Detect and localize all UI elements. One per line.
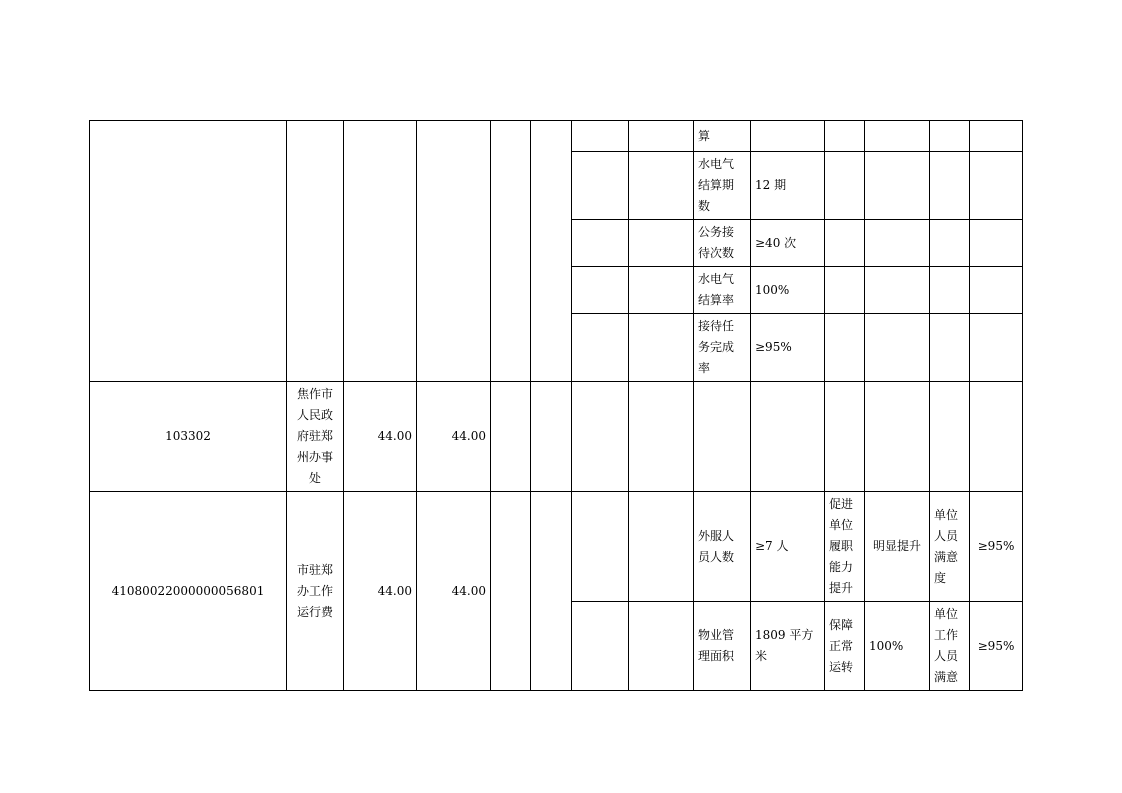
effect-value: 100%	[865, 602, 930, 691]
blank-cell	[970, 267, 1023, 314]
blank-cell	[865, 267, 930, 314]
blank-cell	[629, 382, 694, 492]
satisfaction-value: ≥95%	[970, 602, 1023, 691]
indicator-value: ≥7 人	[751, 492, 825, 602]
blank-cell	[825, 152, 865, 220]
satisfaction-value: ≥95%	[970, 492, 1023, 602]
blank-cell	[825, 267, 865, 314]
unit-name: 焦作市 人民政 府驻郑 州办事 处	[287, 382, 344, 492]
amount-budget: 44.00	[417, 382, 491, 492]
blank-cell	[491, 382, 531, 492]
satisfaction-indicator: 单位 人员 满意 度	[930, 492, 970, 602]
blank-cell	[417, 121, 491, 382]
blank-cell	[629, 152, 694, 220]
indicator-name: 公务接 待次数	[694, 220, 751, 267]
blank-cell	[90, 121, 287, 382]
blank-cell	[629, 492, 694, 602]
blank-cell	[629, 602, 694, 691]
blank-cell	[930, 121, 970, 152]
blank-cell	[930, 220, 970, 267]
indicator-name: 物业管 理面积	[694, 602, 751, 691]
blank-cell	[930, 152, 970, 220]
table-row	[90, 382, 1023, 492]
blank-cell	[629, 267, 694, 314]
amount-budget: 44.00	[417, 492, 491, 691]
blank-cell	[572, 492, 629, 602]
blank-cell	[825, 121, 865, 152]
blank-cell	[629, 220, 694, 267]
blank-cell	[825, 382, 865, 492]
indicator-name: 接待任 务完成 率	[694, 314, 751, 382]
blank-cell	[572, 267, 629, 314]
project-code: 41080022000000056801	[90, 492, 287, 691]
performance-table	[89, 120, 1023, 691]
blank-cell	[287, 121, 344, 382]
amount-total: 44.00	[344, 382, 417, 492]
blank-cell	[572, 220, 629, 267]
blank-cell	[865, 382, 930, 492]
blank-cell	[865, 121, 930, 152]
indicator-value: ≥95%	[751, 314, 825, 382]
blank-cell	[531, 121, 572, 382]
amount-total: 44.00	[344, 492, 417, 691]
satisfaction-indicator: 单位 工作 人员 满意	[930, 602, 970, 691]
indicator-value: 100%	[751, 267, 825, 314]
blank-cell	[930, 267, 970, 314]
blank-cell	[629, 314, 694, 382]
effect-value: 明显提升	[865, 492, 930, 602]
blank-cell	[865, 152, 930, 220]
indicator-value: ≥40 次	[751, 220, 825, 267]
blank-cell	[629, 121, 694, 152]
blank-cell	[751, 382, 825, 492]
blank-cell	[572, 121, 629, 152]
blank-cell	[491, 492, 531, 691]
indicator-value: 12 期	[751, 152, 825, 220]
blank-cell	[572, 382, 629, 492]
effect-indicator: 促进 单位 履职 能力 提升	[825, 492, 865, 602]
table-row	[90, 121, 1023, 152]
indicator-value: 1809 平方 米	[751, 602, 825, 691]
unit-code: 103302	[90, 382, 287, 492]
effect-indicator: 保障 正常 运转	[825, 602, 865, 691]
table-row	[90, 492, 1023, 602]
blank-cell	[344, 121, 417, 382]
blank-cell	[572, 152, 629, 220]
indicator-name: 水电气 结算率	[694, 267, 751, 314]
project-name: 市驻郑 办工作 运行费	[287, 492, 344, 691]
blank-cell	[572, 602, 629, 691]
indicator-value	[751, 121, 825, 152]
blank-cell	[970, 121, 1023, 152]
indicator-name: 水电气 结算期 数	[694, 152, 751, 220]
blank-cell	[865, 220, 930, 267]
blank-cell	[970, 382, 1023, 492]
blank-cell	[531, 382, 572, 492]
blank-cell	[531, 492, 572, 691]
blank-cell	[970, 220, 1023, 267]
blank-cell	[491, 121, 531, 382]
blank-cell	[970, 152, 1023, 220]
blank-cell	[865, 314, 930, 382]
blank-cell	[825, 314, 865, 382]
indicator-name: 外服人 员人数	[694, 492, 751, 602]
blank-cell	[970, 314, 1023, 382]
blank-cell	[930, 314, 970, 382]
blank-cell	[825, 220, 865, 267]
blank-cell	[930, 382, 970, 492]
indicator-name: 算	[694, 121, 751, 152]
blank-cell	[572, 314, 629, 382]
blank-cell	[694, 382, 751, 492]
